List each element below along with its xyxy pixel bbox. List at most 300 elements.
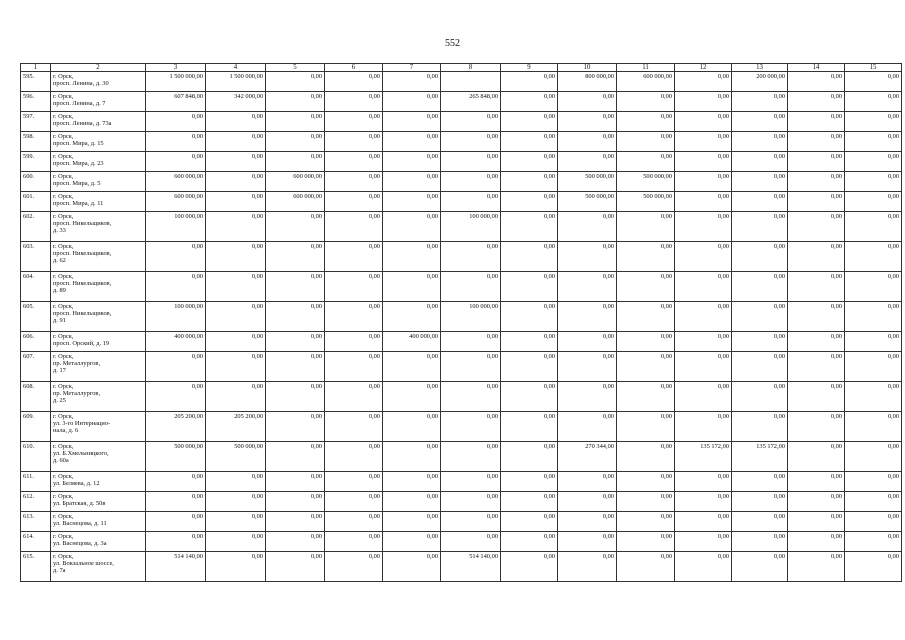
value-cell-col-6: 0,00	[325, 152, 383, 172]
row-number: 607.	[21, 352, 51, 382]
value-cell-col-5: 0,00	[266, 92, 325, 112]
value-cell-col-10: 0,00	[558, 132, 617, 152]
data-table-wrapper	[20, 63, 902, 582]
value-cell-col-10: 0,00	[558, 112, 617, 132]
value-cell-col-6: 0,00	[325, 302, 383, 332]
value-cell-col-14: 0,00	[788, 242, 845, 272]
address-cell: г. Орск, пр. Металлургов, д. 25	[51, 382, 146, 412]
value-cell-col-8: 0,00	[441, 412, 501, 442]
value-cell-col-12: 0,00	[675, 552, 732, 582]
value-cell-col-11: 0,00	[617, 132, 675, 152]
row-number: 603.	[21, 242, 51, 272]
value-cell-col-3: 500 000,00	[146, 442, 206, 472]
value-cell-col-12: 0,00	[675, 492, 732, 512]
value-cell-col-4: 0,00	[206, 472, 266, 492]
value-cell-col-8: 0,00	[441, 132, 501, 152]
value-cell-col-11: 0,00	[617, 412, 675, 442]
value-cell-col-15: 0,00	[845, 512, 902, 532]
value-cell-col-5: 600 000,00	[266, 172, 325, 192]
value-cell-col-10: 0,00	[558, 512, 617, 532]
value-cell-col-15: 0,00	[845, 302, 902, 332]
value-cell-col-3: 100 000,00	[146, 212, 206, 242]
address-cell: г. Орск, ул. Б.Хмельницкого, д. 60а	[51, 442, 146, 472]
page-number: 552	[445, 38, 460, 49]
value-cell-col-14: 0,00	[788, 212, 845, 242]
value-cell-col-13: 0,00	[732, 492, 788, 512]
column-header-11: 11	[617, 64, 675, 72]
value-cell-col-6: 0,00	[325, 382, 383, 412]
address-cell: г. Орск, ул. Беляева, д. 12	[51, 472, 146, 492]
column-header-12: 12	[675, 64, 732, 72]
column-header-3: 3	[146, 64, 206, 72]
address-cell: г. Орск, просп. Никельщиков, д. 89	[51, 272, 146, 302]
value-cell-col-7: 0,00	[383, 532, 441, 552]
value-cell-col-7: 0,00	[383, 72, 441, 92]
value-cell-col-10: 0,00	[558, 472, 617, 492]
row-number: 612.	[21, 492, 51, 512]
value-cell-col-11: 0,00	[617, 92, 675, 112]
value-cell-col-7: 0,00	[383, 412, 441, 442]
value-cell-col-11: 0,00	[617, 472, 675, 492]
column-header-8: 8	[441, 64, 501, 72]
value-cell-col-13: 0,00	[732, 382, 788, 412]
address-cell: г. Орск, ул. Васнецова, д. 11	[51, 512, 146, 532]
value-cell-col-13: 0,00	[732, 512, 788, 532]
value-cell-col-4: 0,00	[206, 132, 266, 152]
value-cell-col-14: 0,00	[788, 442, 845, 472]
value-cell-col-14: 0,00	[788, 72, 845, 92]
value-cell-col-8: 0,00	[441, 492, 501, 512]
column-header-13: 13	[732, 64, 788, 72]
value-cell-col-4: 0,00	[206, 192, 266, 212]
value-cell-col-13: 0,00	[732, 92, 788, 112]
value-cell-col-13: 0,00	[732, 172, 788, 192]
value-cell-col-15: 0,00	[845, 532, 902, 552]
value-cell-col-11: 0,00	[617, 552, 675, 582]
value-cell-col-10: 500 000,00	[558, 192, 617, 212]
row-number: 605.	[21, 302, 51, 332]
row-number: 598.	[21, 132, 51, 152]
value-cell-col-12: 0,00	[675, 192, 732, 212]
value-cell-col-5: 0,00	[266, 552, 325, 582]
value-cell-col-7: 0,00	[383, 212, 441, 242]
value-cell-col-10: 0,00	[558, 412, 617, 442]
value-cell-col-9: 0,00	[501, 382, 558, 412]
value-cell-col-4: 0,00	[206, 272, 266, 302]
value-cell-col-14: 0,00	[788, 352, 845, 382]
value-cell-col-14: 0,00	[788, 172, 845, 192]
value-cell-col-8: 0,00	[441, 242, 501, 272]
row-number: 600.	[21, 172, 51, 192]
table-row	[21, 72, 902, 92]
value-cell-col-8: 0,00	[441, 112, 501, 132]
value-cell-col-15: 0,00	[845, 442, 902, 472]
value-cell-col-9: 0,00	[501, 442, 558, 472]
row-number: 614.	[21, 532, 51, 552]
value-cell-col-5: 0,00	[266, 382, 325, 412]
value-cell-col-7: 0,00	[383, 492, 441, 512]
value-cell-col-10: 0,00	[558, 532, 617, 552]
data-table	[20, 63, 902, 582]
value-cell-col-10: 800 000,00	[558, 72, 617, 92]
value-cell-col-7: 0,00	[383, 172, 441, 192]
table-row	[21, 352, 902, 382]
value-cell-col-8: 100 000,00	[441, 212, 501, 242]
value-cell-col-5: 600 000,00	[266, 192, 325, 212]
value-cell-col-6: 0,00	[325, 412, 383, 442]
column-number-row	[21, 64, 902, 72]
value-cell-col-7: 0,00	[383, 442, 441, 472]
value-cell-col-13: 0,00	[732, 352, 788, 382]
value-cell-col-12: 0,00	[675, 472, 732, 492]
value-cell-col-13: 0,00	[732, 152, 788, 172]
value-cell-col-5: 0,00	[266, 152, 325, 172]
value-cell-col-9: 0,00	[501, 92, 558, 112]
value-cell-col-8	[441, 72, 501, 92]
value-cell-col-6: 0,00	[325, 532, 383, 552]
value-cell-col-10: 0,00	[558, 382, 617, 412]
value-cell-col-10: 270 344,00	[558, 442, 617, 472]
value-cell-col-9: 0,00	[501, 552, 558, 582]
address-cell: г. Орск, просп. Орский, д. 19	[51, 332, 146, 352]
column-header-6: 6	[325, 64, 383, 72]
value-cell-col-3: 607 848,00	[146, 92, 206, 112]
table-body	[21, 72, 902, 582]
table-header	[21, 64, 902, 72]
value-cell-col-7: 0,00	[383, 152, 441, 172]
row-number: 608.	[21, 382, 51, 412]
value-cell-col-13: 200 000,00	[732, 72, 788, 92]
value-cell-col-11: 500 000,00	[617, 172, 675, 192]
table-row	[21, 532, 902, 552]
value-cell-col-3: 0,00	[146, 472, 206, 492]
value-cell-col-12: 0,00	[675, 412, 732, 442]
value-cell-col-13: 0,00	[732, 302, 788, 332]
row-number: 604.	[21, 272, 51, 302]
value-cell-col-7: 0,00	[383, 352, 441, 382]
value-cell-col-10: 0,00	[558, 152, 617, 172]
value-cell-col-15: 0,00	[845, 412, 902, 442]
value-cell-col-13: 0,00	[732, 212, 788, 242]
table-row	[21, 112, 902, 132]
value-cell-col-7: 0,00	[383, 382, 441, 412]
value-cell-col-7: 0,00	[383, 132, 441, 152]
address-cell: г. Орск, ул. Вокзальное шоссе, д. 7а	[51, 552, 146, 582]
value-cell-col-4: 0,00	[206, 242, 266, 272]
value-cell-col-5: 0,00	[266, 532, 325, 552]
value-cell-col-9: 0,00	[501, 272, 558, 302]
value-cell-col-14: 0,00	[788, 472, 845, 492]
value-cell-col-3: 0,00	[146, 242, 206, 272]
table-row	[21, 302, 902, 332]
value-cell-col-9: 0,00	[501, 72, 558, 92]
value-cell-col-15: 0,00	[845, 92, 902, 112]
value-cell-col-15: 0,00	[845, 472, 902, 492]
value-cell-col-15: 0,00	[845, 272, 902, 302]
value-cell-col-15: 0,00	[845, 382, 902, 412]
value-cell-col-12: 0,00	[675, 512, 732, 532]
value-cell-col-14: 0,00	[788, 552, 845, 582]
value-cell-col-12: 0,00	[675, 92, 732, 112]
value-cell-col-3: 0,00	[146, 112, 206, 132]
value-cell-col-15: 0,00	[845, 212, 902, 242]
value-cell-col-3: 0,00	[146, 492, 206, 512]
value-cell-col-14: 0,00	[788, 192, 845, 212]
value-cell-col-11: 0,00	[617, 152, 675, 172]
row-number: 596.	[21, 92, 51, 112]
address-cell: г. Орск, ул. 3-го Интернацио- нала, д. 6	[51, 412, 146, 442]
address-cell: г. Орск, просп. Никельщиков, д. 33	[51, 212, 146, 242]
value-cell-col-4: 500 000,00	[206, 442, 266, 472]
value-cell-col-6: 0,00	[325, 272, 383, 302]
value-cell-col-13: 135 172,00	[732, 442, 788, 472]
value-cell-col-12: 0,00	[675, 242, 732, 272]
address-cell: г. Орск, пр. Металлургов, д. 17	[51, 352, 146, 382]
value-cell-col-8: 265 848,00	[441, 92, 501, 112]
column-header-15: 15	[845, 64, 902, 72]
value-cell-col-5: 0,00	[266, 442, 325, 472]
column-header-4: 4	[206, 64, 266, 72]
value-cell-col-9: 0,00	[501, 532, 558, 552]
value-cell-col-5: 0,00	[266, 212, 325, 242]
address-cell: г. Орск, просп. Мира, д. 15	[51, 132, 146, 152]
address-cell: г. Орск, ул. Васнецова, д. 3а	[51, 532, 146, 552]
table-row	[21, 192, 902, 212]
address-cell: г. Орск, просп. Мира, д. 5	[51, 172, 146, 192]
value-cell-col-10: 0,00	[558, 552, 617, 582]
value-cell-col-12: 0,00	[675, 532, 732, 552]
value-cell-col-6: 0,00	[325, 132, 383, 152]
column-header-1: 1	[21, 64, 51, 72]
value-cell-col-7: 0,00	[383, 272, 441, 302]
table-row	[21, 172, 902, 192]
value-cell-col-3: 0,00	[146, 132, 206, 152]
address-cell: г. Орск, ул. Братская, д. 50в	[51, 492, 146, 512]
value-cell-col-9: 0,00	[501, 172, 558, 192]
row-number: 602.	[21, 212, 51, 242]
value-cell-col-6: 0,00	[325, 92, 383, 112]
row-number: 610.	[21, 442, 51, 472]
value-cell-col-5: 0,00	[266, 242, 325, 272]
value-cell-col-8: 0,00	[441, 192, 501, 212]
value-cell-col-3: 0,00	[146, 382, 206, 412]
value-cell-col-4: 0,00	[206, 302, 266, 332]
row-number: 595.	[21, 72, 51, 92]
value-cell-col-13: 0,00	[732, 412, 788, 442]
address-cell: г. Орск, просп. Ленина, д. 7	[51, 92, 146, 112]
value-cell-col-7: 0,00	[383, 472, 441, 492]
value-cell-col-3: 205 200,00	[146, 412, 206, 442]
table-row	[21, 132, 902, 152]
value-cell-col-8: 0,00	[441, 272, 501, 302]
value-cell-col-5: 0,00	[266, 332, 325, 352]
value-cell-col-9: 0,00	[501, 112, 558, 132]
value-cell-col-14: 0,00	[788, 332, 845, 352]
value-cell-col-3: 600 000,00	[146, 192, 206, 212]
value-cell-col-3: 514 140,00	[146, 552, 206, 582]
value-cell-col-11: 0,00	[617, 332, 675, 352]
table-row	[21, 212, 902, 242]
value-cell-col-15: 0,00	[845, 332, 902, 352]
value-cell-col-8: 100 000,00	[441, 302, 501, 332]
value-cell-col-15: 0,00	[845, 552, 902, 582]
value-cell-col-15: 0,00	[845, 492, 902, 512]
value-cell-col-8: 0,00	[441, 152, 501, 172]
value-cell-col-7: 0,00	[383, 512, 441, 532]
value-cell-col-11: 0,00	[617, 242, 675, 272]
row-number: 597.	[21, 112, 51, 132]
value-cell-col-4: 0,00	[206, 382, 266, 412]
value-cell-col-4: 0,00	[206, 112, 266, 132]
value-cell-col-6: 0,00	[325, 112, 383, 132]
table-row	[21, 242, 902, 272]
value-cell-col-13: 0,00	[732, 242, 788, 272]
value-cell-col-3: 0,00	[146, 272, 206, 302]
value-cell-col-5: 0,00	[266, 72, 325, 92]
column-header-7: 7	[383, 64, 441, 72]
address-cell: г. Орск, просп. Никельщиков, д. 62	[51, 242, 146, 272]
value-cell-col-13: 0,00	[732, 552, 788, 582]
value-cell-col-7: 400 000,00	[383, 332, 441, 352]
value-cell-col-3: 100 000,00	[146, 302, 206, 332]
value-cell-col-14: 0,00	[788, 382, 845, 412]
value-cell-col-9: 0,00	[501, 412, 558, 442]
value-cell-col-8: 0,00	[441, 172, 501, 192]
value-cell-col-4: 0,00	[206, 352, 266, 382]
value-cell-col-5: 0,00	[266, 352, 325, 382]
value-cell-col-5: 0,00	[266, 132, 325, 152]
value-cell-col-9: 0,00	[501, 492, 558, 512]
value-cell-col-6: 0,00	[325, 552, 383, 582]
value-cell-col-10: 0,00	[558, 242, 617, 272]
value-cell-col-3: 0,00	[146, 152, 206, 172]
table-row	[21, 92, 902, 112]
value-cell-col-4: 0,00	[206, 552, 266, 582]
value-cell-col-11: 0,00	[617, 492, 675, 512]
value-cell-col-12: 0,00	[675, 72, 732, 92]
value-cell-col-8: 0,00	[441, 352, 501, 382]
value-cell-col-14: 0,00	[788, 132, 845, 152]
row-number: 615.	[21, 552, 51, 582]
value-cell-col-13: 0,00	[732, 272, 788, 302]
value-cell-col-15: 0,00	[845, 352, 902, 382]
value-cell-col-6: 0,00	[325, 172, 383, 192]
value-cell-col-12: 0,00	[675, 152, 732, 172]
value-cell-col-14: 0,00	[788, 532, 845, 552]
value-cell-col-6: 0,00	[325, 332, 383, 352]
value-cell-col-8: 0,00	[441, 382, 501, 412]
value-cell-col-5: 0,00	[266, 512, 325, 532]
table-row	[21, 472, 902, 492]
value-cell-col-4: 0,00	[206, 152, 266, 172]
value-cell-col-14: 0,00	[788, 302, 845, 332]
value-cell-col-5: 0,00	[266, 412, 325, 442]
value-cell-col-9: 0,00	[501, 152, 558, 172]
value-cell-col-14: 0,00	[788, 272, 845, 302]
value-cell-col-13: 0,00	[732, 332, 788, 352]
value-cell-col-15: 0,00	[845, 192, 902, 212]
value-cell-col-6: 0,00	[325, 242, 383, 272]
value-cell-col-10: 0,00	[558, 92, 617, 112]
table-row	[21, 382, 902, 412]
value-cell-col-11: 500 000,00	[617, 192, 675, 212]
address-cell: г. Орск, просп. Ленина, д. 30	[51, 72, 146, 92]
value-cell-col-3: 1 500 000,00	[146, 72, 206, 92]
value-cell-col-9: 0,00	[501, 352, 558, 382]
address-cell: г. Орск, просп. Мира, д. 11	[51, 192, 146, 212]
value-cell-col-12: 0,00	[675, 212, 732, 242]
value-cell-col-15: 0,00	[845, 172, 902, 192]
value-cell-col-14: 0,00	[788, 92, 845, 112]
value-cell-col-12: 0,00	[675, 112, 732, 132]
value-cell-col-12: 0,00	[675, 302, 732, 332]
value-cell-col-15: 0,00	[845, 152, 902, 172]
row-number: 599.	[21, 152, 51, 172]
value-cell-col-14: 0,00	[788, 112, 845, 132]
value-cell-col-6: 0,00	[325, 442, 383, 472]
value-cell-col-3: 0,00	[146, 352, 206, 382]
value-cell-col-5: 0,00	[266, 472, 325, 492]
value-cell-col-8: 0,00	[441, 472, 501, 492]
value-cell-col-7: 0,00	[383, 552, 441, 582]
value-cell-col-4: 0,00	[206, 172, 266, 192]
value-cell-col-9: 0,00	[501, 192, 558, 212]
table-row	[21, 492, 902, 512]
value-cell-col-6: 0,00	[325, 512, 383, 532]
value-cell-col-3: 400 000,00	[146, 332, 206, 352]
table-row	[21, 552, 902, 582]
value-cell-col-11: 0,00	[617, 512, 675, 532]
value-cell-col-8: 514 140,00	[441, 552, 501, 582]
value-cell-col-6: 0,00	[325, 192, 383, 212]
column-header-2: 2	[51, 64, 146, 72]
value-cell-col-12: 0,00	[675, 382, 732, 412]
value-cell-col-6: 0,00	[325, 212, 383, 242]
value-cell-col-10: 0,00	[558, 352, 617, 382]
value-cell-col-9: 0,00	[501, 472, 558, 492]
value-cell-col-3: 0,00	[146, 532, 206, 552]
row-number: 601.	[21, 192, 51, 212]
value-cell-col-5: 0,00	[266, 492, 325, 512]
value-cell-col-14: 0,00	[788, 512, 845, 532]
value-cell-col-8: 0,00	[441, 512, 501, 532]
value-cell-col-10: 0,00	[558, 332, 617, 352]
address-cell: г. Орск, просп. Ленина, д. 73а	[51, 112, 146, 132]
table-row	[21, 272, 902, 302]
value-cell-col-10: 500 000,00	[558, 172, 617, 192]
row-number: 609.	[21, 412, 51, 442]
value-cell-col-15: 0,00	[845, 132, 902, 152]
value-cell-col-9: 0,00	[501, 302, 558, 332]
value-cell-col-7: 0,00	[383, 112, 441, 132]
value-cell-col-11: 0,00	[617, 442, 675, 472]
row-number: 611.	[21, 472, 51, 492]
value-cell-col-11: 600 000,00	[617, 72, 675, 92]
value-cell-col-6: 0,00	[325, 72, 383, 92]
column-header-5: 5	[266, 64, 325, 72]
value-cell-col-10: 0,00	[558, 212, 617, 242]
value-cell-col-5: 0,00	[266, 272, 325, 302]
value-cell-col-11: 0,00	[617, 352, 675, 382]
value-cell-col-4: 1 500 000,00	[206, 72, 266, 92]
value-cell-col-9: 0,00	[501, 212, 558, 242]
column-header-10: 10	[558, 64, 617, 72]
value-cell-col-14: 0,00	[788, 412, 845, 442]
value-cell-col-8: 0,00	[441, 532, 501, 552]
value-cell-col-4: 205 200,00	[206, 412, 266, 442]
value-cell-col-7: 0,00	[383, 242, 441, 272]
value-cell-col-11: 0,00	[617, 272, 675, 302]
